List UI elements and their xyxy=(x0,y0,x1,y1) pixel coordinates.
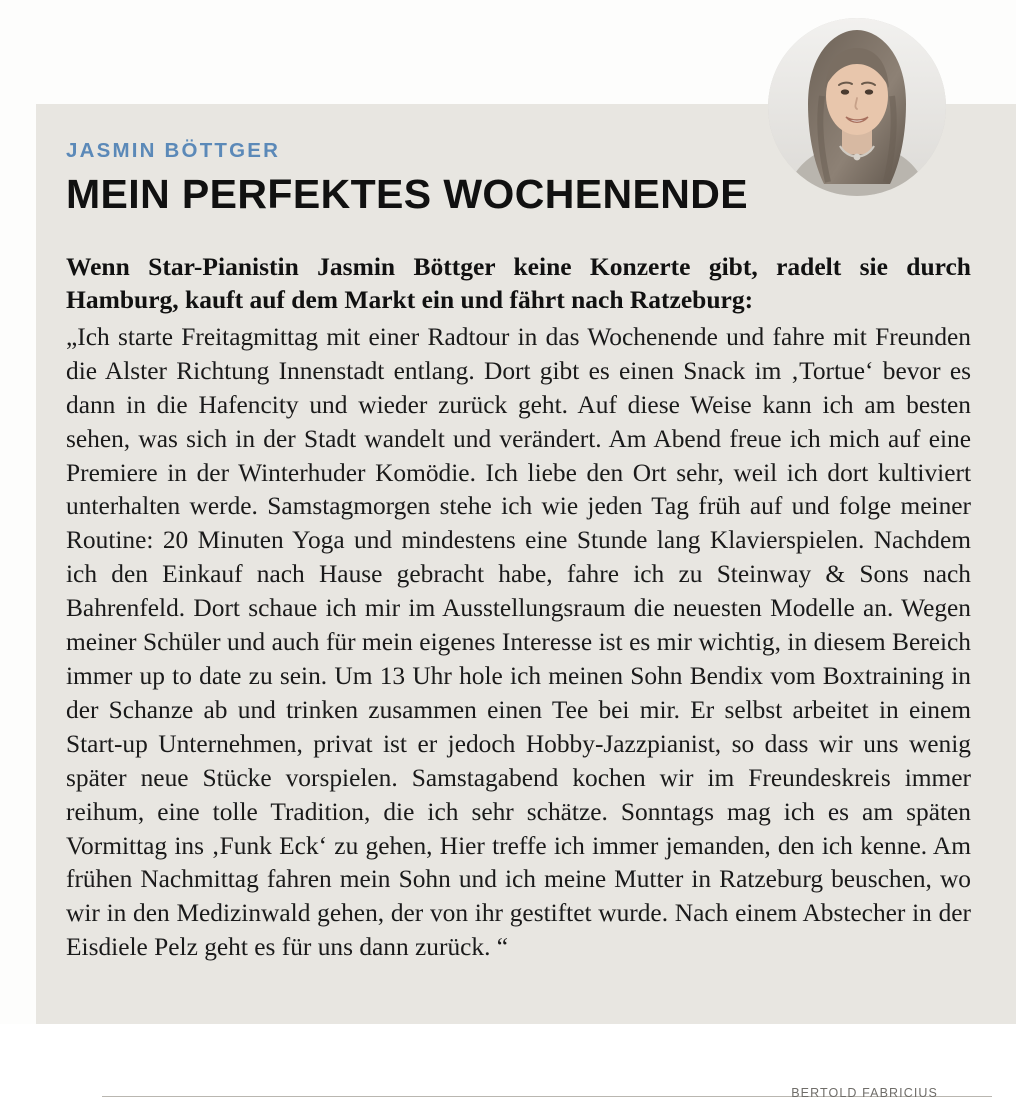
portrait-image xyxy=(768,18,946,196)
article-kicker: JASMIN BÖTTGER xyxy=(66,139,281,162)
photo-credit: BERTOLD FABRICIUS xyxy=(791,1086,938,1100)
page-title: MEIN PERFEKTES WOCHENENDE xyxy=(66,170,748,217)
article-body-paragraph: „Ich starte Freitagmittag mit einer Radtour in das Wochenende und fahre mit Freunden die Alster Richtung Innenstadt entlang. Dort gibt es einen Snack im ‚Tortue‘ bevor es dann in die Hafencity und wieder zurück geht. Auf diese Weise kann ich am besten sehen, was sich in der Stadt wandelt und verändert. Am Abend freue ich mich auf eine Premiere in der Winterhuder Komödie. Ich liebe den Ort sehr, weil ich dort kultiviert unterhalten werde. Samstagmorgen stehe ich wie jeden Tag früh auf und folge meiner Routine: 20 Minuten Yoga und mindestens eine Stunde lang Klavierspielen. Nachdem ich den Einkauf nach Hause gebracht habe, fahre ich zu Steinway & Sons nach Bahrenfeld. Dort schaue ich mir im Ausstellungsraum die neuesten Modelle an. Wegen meiner Schüler und auch für mein eigenes Interesse ist es mir wichtig, in diesem Bereich immer up to date zu sein. Um 13 Uhr hole ich meinen Sohn Bendix vom Boxtraining in der Schanze ab und trinken zusammen einen Tee bei mir. Er selbst arbeitet in einem Start-up Unternehmen, privat ist er jedoch Hobby-Jazzpianist, so dass wir uns wenig später neue Stücke vorspielen. Samstagabend kochen wir im Freundeskreis immer reihum, eine tolle Tradition, die ich sehr schätze. Sonntags mag ich es am späten Vormittag ins ‚Funk Eck‘ zu gehen, Hier treffe ich immer jemanden, den ich kenne. Am frühen Nachmittag fahren mein Sohn und ich meine Mutter in Ratzeburg beuschen, wo wir in den Medizinwald gehen, der von ihr gestiftet wurde. Nach einem Abstecher in der Eisdiele Pelz geht es für uns dann zurück. “ xyxy=(66,322,971,962)
article-body xyxy=(66,321,971,965)
page-margin-left xyxy=(0,0,36,1024)
article-panel xyxy=(36,104,1016,1100)
article-standfirst: Wenn Star-Pianistin Jasmin Böttger keine Konzerte gibt, radelt sie durch Hamburg, kauft auf dem Markt ein und fährt nach Ratzeburg: xyxy=(66,251,971,315)
portrait-photo xyxy=(768,18,946,196)
article-content xyxy=(66,140,976,965)
